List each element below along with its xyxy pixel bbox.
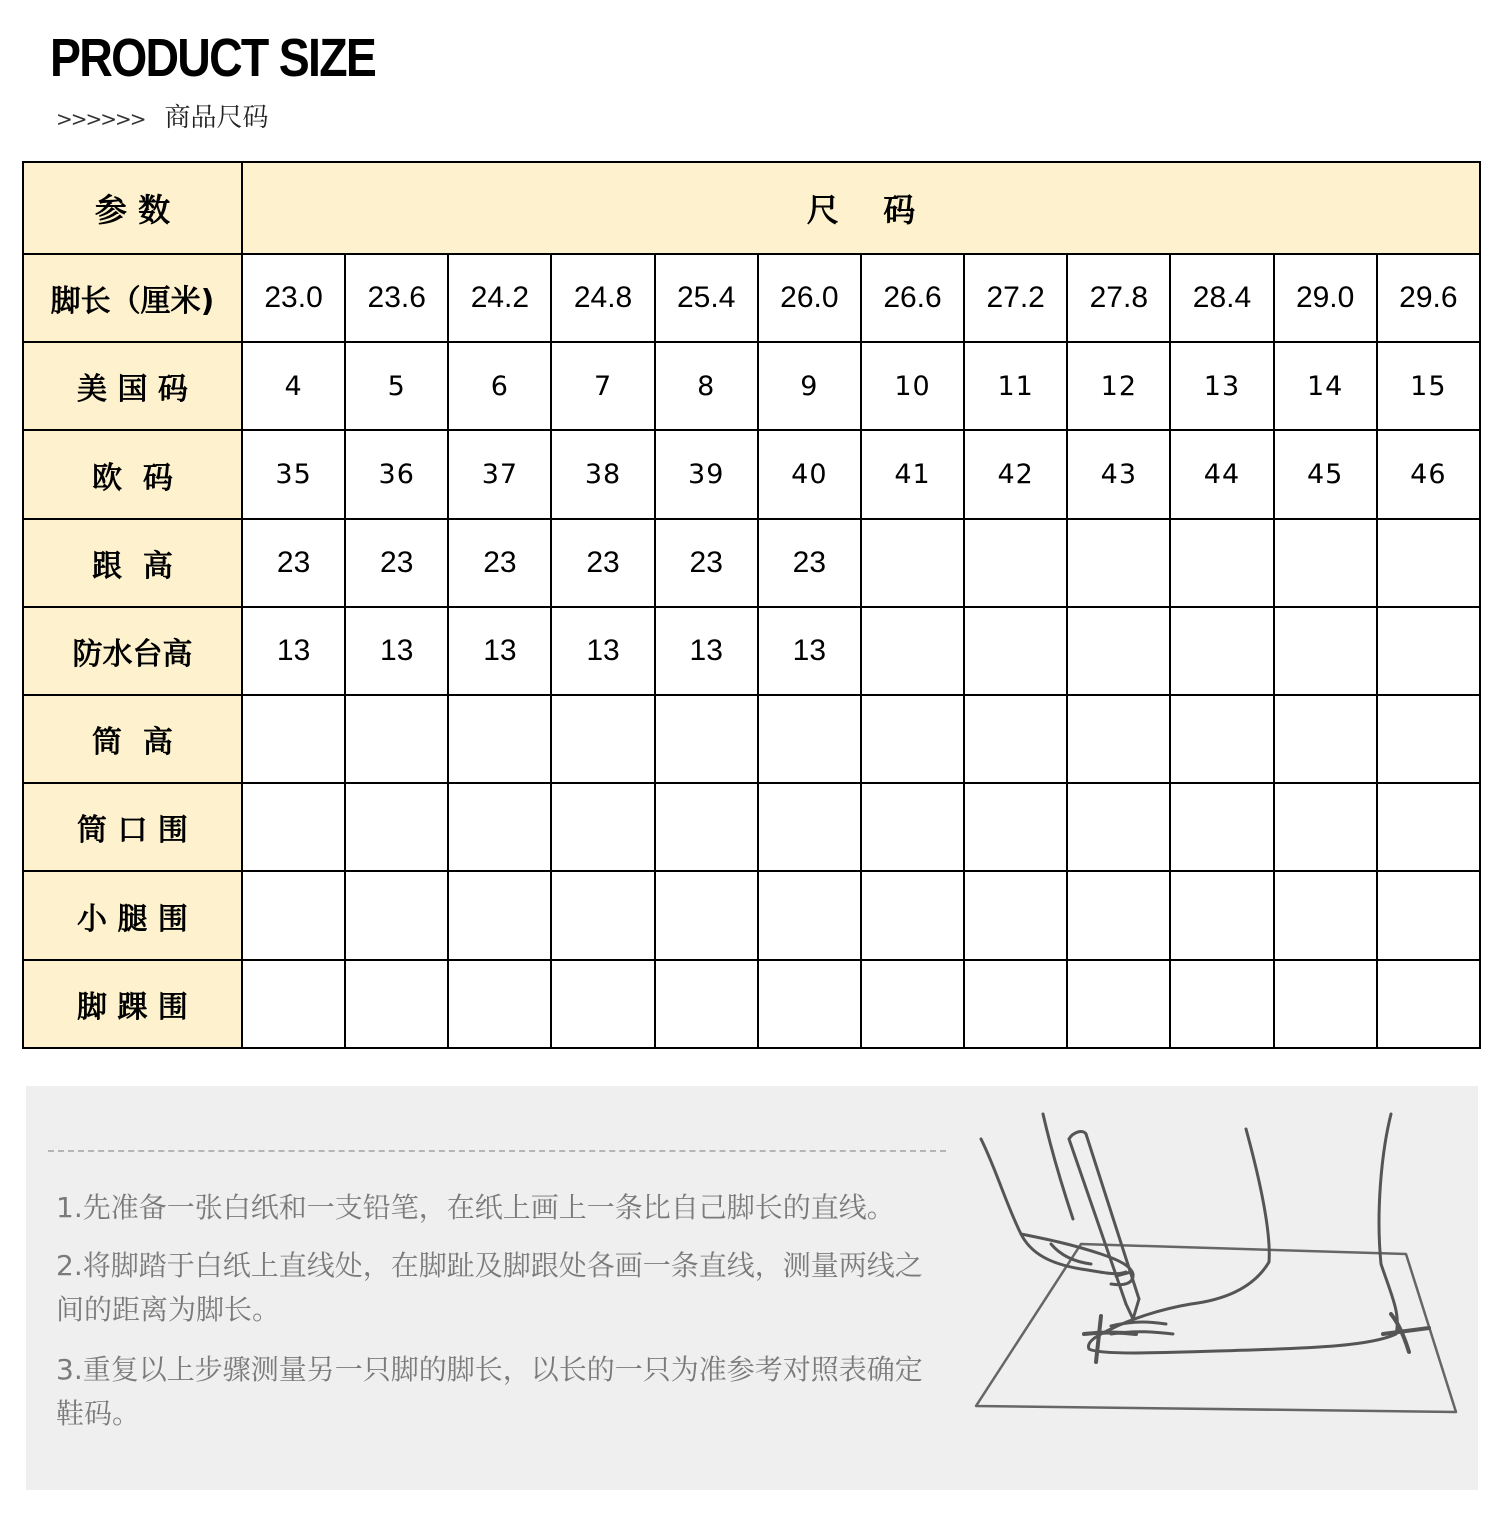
size-cell — [758, 783, 861, 871]
size-cell — [1377, 871, 1480, 959]
table-row — [23, 342, 1480, 430]
row-label: 欧 码 — [23, 430, 242, 518]
size-cell: 39 — [655, 430, 758, 518]
size-cell — [448, 695, 551, 783]
table-header-row — [23, 162, 1480, 254]
size-cell — [1067, 519, 1170, 607]
row-label: 防水台高 — [23, 607, 242, 695]
size-cell: 23 — [345, 519, 448, 607]
size-cell — [1067, 783, 1170, 871]
dashed-divider — [48, 1150, 946, 1152]
size-cell: 26.6 — [861, 254, 964, 342]
size-cell: 23 — [551, 519, 654, 607]
table-row — [23, 519, 1480, 607]
size-cell — [1274, 783, 1377, 871]
size-cell — [448, 871, 551, 959]
size-cell — [448, 783, 551, 871]
size-header-cell: 尺 码 — [242, 162, 1480, 254]
size-cell: 29.6 — [1377, 254, 1480, 342]
param-header-cell: 参 数 — [23, 162, 242, 254]
size-cell — [758, 695, 861, 783]
subtitle — [56, 100, 269, 137]
size-cell — [655, 783, 758, 871]
row-label: 脚 踝 围 — [23, 960, 242, 1048]
size-cell — [1170, 871, 1273, 959]
subtitle-text: 商品尺码 — [164, 103, 269, 133]
size-cell — [345, 783, 448, 871]
size-cell — [551, 960, 654, 1048]
size-cell — [1067, 607, 1170, 695]
size-cell — [551, 695, 654, 783]
size-cell — [242, 783, 345, 871]
size-cell — [551, 871, 654, 959]
foot-measuring-illustration — [951, 1094, 1471, 1424]
size-cell — [345, 871, 448, 959]
size-cell — [964, 960, 1067, 1048]
size-cell: 26.0 — [758, 254, 861, 342]
size-cell — [964, 519, 1067, 607]
guide-step-1: 1.先准备一张白纸和一支铅笔，在纸上画上一条比自己脚长的直线。 — [56, 1191, 895, 1224]
measuring-guide — [26, 1086, 1478, 1490]
size-cell — [1067, 695, 1170, 783]
size-cell — [1377, 695, 1480, 783]
size-cell: 13 — [551, 607, 654, 695]
size-cell: 13 — [242, 607, 345, 695]
size-cell — [1170, 695, 1273, 783]
row-label: 小 腿 围 — [23, 871, 242, 959]
size-cell: 12 — [1067, 342, 1170, 430]
size-cell: 23 — [758, 519, 861, 607]
size-cell — [1067, 960, 1170, 1048]
table-row — [23, 783, 1480, 871]
table-row — [23, 254, 1480, 342]
size-cell — [345, 960, 448, 1048]
row-label: 跟 高 — [23, 519, 242, 607]
size-cell — [861, 519, 964, 607]
size-cell: 23 — [242, 519, 345, 607]
size-cell — [861, 607, 964, 695]
size-cell — [655, 960, 758, 1048]
row-label: 脚长（厘米) — [23, 254, 242, 342]
size-cell — [242, 960, 345, 1048]
size-cell: 40 — [758, 430, 861, 518]
size-cell: 13 — [1170, 342, 1273, 430]
size-cell: 24.2 — [448, 254, 551, 342]
size-cell — [861, 871, 964, 959]
size-cell — [345, 695, 448, 783]
size-cell: 28.4 — [1170, 254, 1273, 342]
size-cell: 41 — [861, 430, 964, 518]
size-cell: 13 — [655, 607, 758, 695]
size-cell: 14 — [1274, 342, 1377, 430]
size-cell: 25.4 — [655, 254, 758, 342]
size-cell: 6 — [448, 342, 551, 430]
size-cell: 42 — [964, 430, 1067, 518]
size-cell: 23.0 — [242, 254, 345, 342]
size-cell: 23.6 — [345, 254, 448, 342]
size-cell — [1377, 519, 1480, 607]
size-cell — [861, 960, 964, 1048]
row-label: 筒 高 — [23, 695, 242, 783]
row-label: 筒 口 围 — [23, 783, 242, 871]
size-cell: 23 — [448, 519, 551, 607]
size-cell — [964, 871, 1067, 959]
size-cell — [964, 783, 1067, 871]
size-cell: 13 — [758, 607, 861, 695]
size-cell — [758, 871, 861, 959]
table-row — [23, 871, 1480, 959]
size-cell: 38 — [551, 430, 654, 518]
table-row — [23, 695, 1480, 783]
size-cell: 27.2 — [964, 254, 1067, 342]
size-cell — [1170, 783, 1273, 871]
size-cell — [1377, 783, 1480, 871]
size-cell — [448, 960, 551, 1048]
page-title: PRODUCT SIZE — [50, 28, 376, 88]
size-cell — [551, 783, 654, 871]
size-cell: 35 — [242, 430, 345, 518]
size-cell — [655, 871, 758, 959]
size-cell — [1170, 607, 1273, 695]
table-row — [23, 960, 1480, 1048]
size-cell: 36 — [345, 430, 448, 518]
row-label: 美 国 码 — [23, 342, 242, 430]
size-cell: 29.0 — [1274, 254, 1377, 342]
size-cell — [1170, 519, 1273, 607]
size-cell — [1274, 519, 1377, 607]
table-row — [23, 607, 1480, 695]
size-cell: 9 — [758, 342, 861, 430]
size-cell — [1274, 960, 1377, 1048]
size-cell — [1274, 871, 1377, 959]
size-cell — [655, 695, 758, 783]
size-cell: 7 — [551, 342, 654, 430]
size-cell: 5 — [345, 342, 448, 430]
size-cell — [1067, 871, 1170, 959]
size-cell — [1274, 607, 1377, 695]
size-cell: 44 — [1170, 430, 1273, 518]
size-cell: 37 — [448, 430, 551, 518]
size-cell: 15 — [1377, 342, 1480, 430]
size-cell — [1377, 960, 1480, 1048]
size-table — [22, 161, 1481, 1049]
chevrons-icon: >>>>>> — [56, 107, 145, 131]
size-cell: 11 — [964, 342, 1067, 430]
size-cell: 43 — [1067, 430, 1170, 518]
guide-step-2: 2.将脚踏于白纸上直线处，在脚趾及脚跟处各画一条直线，测量两线之间的距离为脚长。 — [56, 1249, 923, 1326]
table-row — [23, 430, 1480, 518]
size-cell: 13 — [448, 607, 551, 695]
size-cell: 13 — [345, 607, 448, 695]
size-cell: 27.8 — [1067, 254, 1170, 342]
size-cell: 4 — [242, 342, 345, 430]
size-cell — [964, 695, 1067, 783]
size-cell — [242, 695, 345, 783]
size-cell: 45 — [1274, 430, 1377, 518]
size-cell — [758, 960, 861, 1048]
size-cell — [964, 607, 1067, 695]
size-cell: 8 — [655, 342, 758, 430]
size-cell — [1170, 960, 1273, 1048]
size-cell — [242, 871, 345, 959]
size-cell — [1377, 607, 1480, 695]
size-cell: 10 — [861, 342, 964, 430]
guide-step-3: 3.重复以上步骤测量另一只脚的脚长，以长的一只为准参考对照表确定鞋码。 — [56, 1353, 923, 1430]
size-cell — [1274, 695, 1377, 783]
size-cell: 24.8 — [551, 254, 654, 342]
size-cell — [861, 783, 964, 871]
size-cell: 46 — [1377, 430, 1480, 518]
size-cell — [861, 695, 964, 783]
size-cell: 23 — [655, 519, 758, 607]
